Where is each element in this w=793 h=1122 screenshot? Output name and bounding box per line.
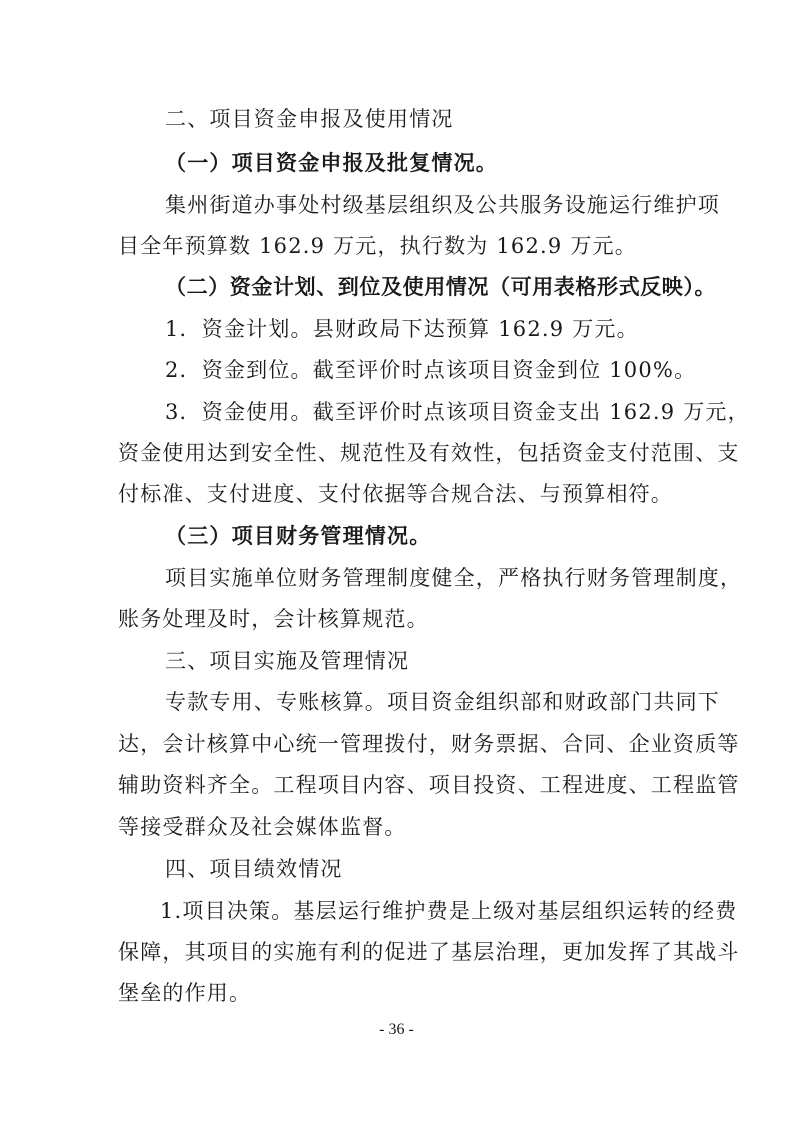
- paragraph-line: 堡垒的作用。: [118, 981, 252, 1005]
- paragraph-line: 项目实施单位财务管理制度健全，严格执行财务管理制度，: [165, 566, 743, 590]
- paragraph-line: 达，会计核算中心统一管理拨付，财务票据、合同、企业资质等: [118, 732, 740, 756]
- paragraph-line: 辅助资料齐全。工程项目内容、项目投资、工程进度、工程监管: [118, 773, 740, 797]
- paragraph-line: 保障，其项目的实施有利的促进了基层治理，更加发挥了其战斗: [118, 940, 740, 964]
- list-item-funding-plan: 1．资金计划。县财政局下达预算 162.9 万元。: [165, 317, 639, 341]
- paragraph-line: 集州街道办事处村级基层组织及公共服务设施运行维护项: [165, 193, 720, 217]
- page-number: - 36 -: [379, 1021, 414, 1038]
- section-heading-performance: 四、项目绩效情况: [165, 857, 343, 881]
- paragraph-line: 账务处理及时，会计核算规范。: [118, 607, 429, 631]
- paragraph-line: 1.项目决策。基层运行维护费是上级对基层组织运转的经费: [160, 899, 738, 923]
- paragraph-line: 资金使用达到安全性、规范性及有效性，包括资金支付范围、支: [118, 441, 740, 465]
- paragraph-line: 等接受群众及社会媒体监督。: [118, 815, 407, 839]
- paragraph-line: 目全年预算数 162.9 万元，执行数为 162.9 万元。: [118, 234, 637, 258]
- list-item-funding-arrival: 2．资金到位。截至评价时点该项目资金到位 100%。: [165, 358, 697, 382]
- section-heading-implementation: 三、项目实施及管理情况: [165, 649, 410, 673]
- subheading-funding-plan: （二）资金计划、到位及使用情况（可用表格形式反映）。: [165, 275, 717, 299]
- paragraph-line: 付标准、支付进度、支付依据等合规合法、与预算相符。: [118, 482, 673, 506]
- list-item-funding-usage: 3．资金使用。截至评价时点该项目资金支出 162.9 万元，: [165, 400, 750, 424]
- subheading-funding-application: （一）项目资金申报及批复情况。: [165, 151, 498, 175]
- section-heading-funding: 二、项目资金申报及使用情况: [165, 107, 454, 131]
- paragraph-line: 专款专用、专账核算。项目资金组织部和财政部门共同下: [165, 690, 720, 714]
- subheading-financial-management: （三）项目财务管理情况。: [165, 524, 432, 548]
